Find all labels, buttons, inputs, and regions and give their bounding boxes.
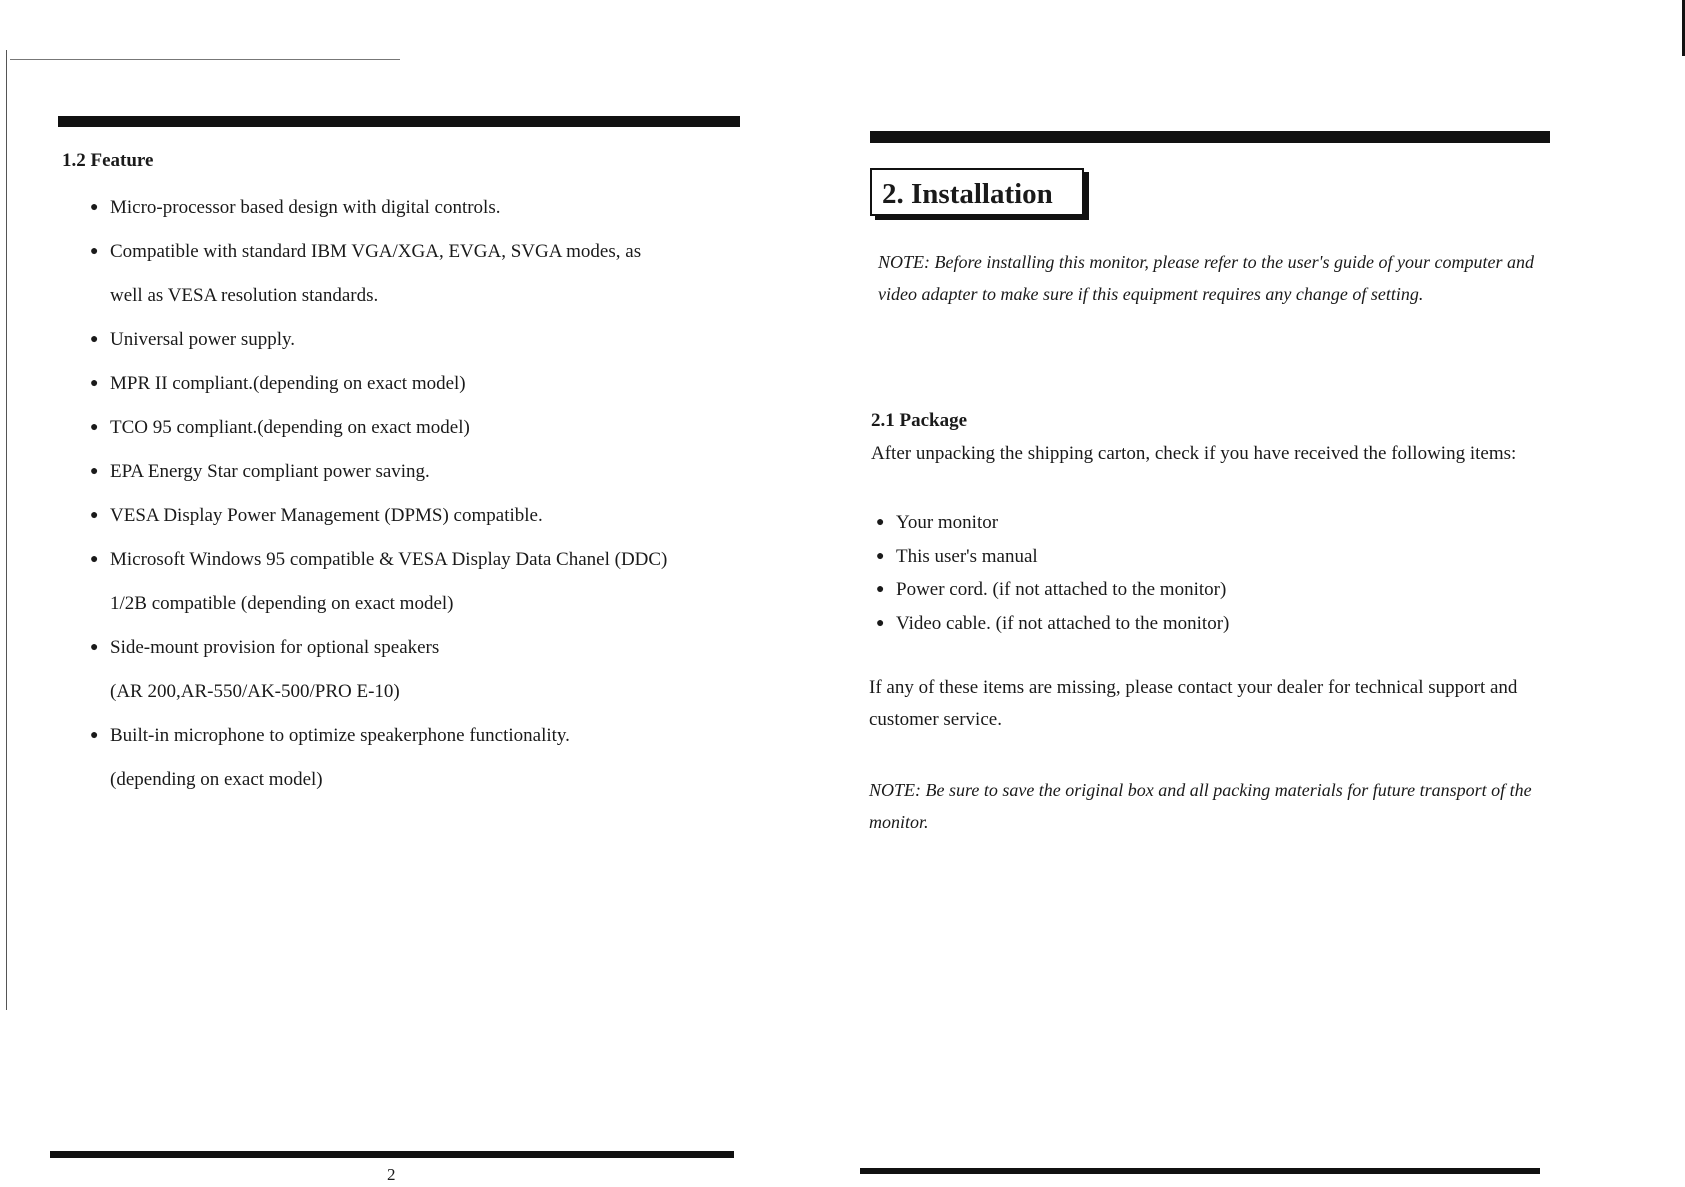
- item-text: This user's manual: [896, 545, 1038, 567]
- bullet-icon: ●: [90, 332, 99, 347]
- missing-items-text: If any of these items are missing, please contact your dealer for technical support and customer service.: [869, 677, 1518, 730]
- bullet-icon: ●: [876, 548, 885, 564]
- bullet-icon: ●: [90, 244, 99, 259]
- feature-text: Built-in microphone to optimize speakerphone functionality.: [110, 725, 570, 746]
- feature-text: VESA Display Power Management (DPMS) compatible.: [110, 505, 543, 526]
- feature-continuation: (depending on exact model): [110, 769, 323, 790]
- feature-text: TCO 95 compliant.(depending on exact model): [110, 417, 470, 438]
- feature-continuation: (AR 200,AR-550/AK-500/PRO E-10): [110, 681, 400, 702]
- feature-text: Microsoft Windows 95 compatible & VESA Display Data Chanel (DDC): [110, 549, 668, 570]
- list-item: [872, 607, 1229, 641]
- list-item: [872, 573, 1229, 607]
- item-text: Your monitor: [896, 512, 999, 533]
- bullet-icon: ●: [90, 376, 99, 391]
- section-heading: 1.2 Feature: [62, 150, 154, 171]
- bullet-icon: ●: [90, 464, 99, 479]
- feature-text: MPR II compliant.(depending on exact model): [110, 373, 466, 394]
- page-number: 2: [387, 1165, 396, 1184]
- feature-text: EPA Energy Star compliant power saving.: [110, 461, 430, 482]
- bullet-icon: ●: [876, 582, 885, 597]
- feature-text: Side-mount provision for optional speakers: [110, 637, 440, 658]
- list-item: [872, 540, 1229, 574]
- bullet-icon: ●: [90, 552, 99, 567]
- feature-text: Micro-processor based design with digital controls.: [110, 197, 501, 218]
- feature-continuation: well as VESA resolution standards.: [110, 285, 379, 306]
- item-text: Video cable. (if not attached to the monitor): [896, 612, 1230, 634]
- bullet-icon: ●: [876, 615, 885, 631]
- bullet-icon: ●: [876, 515, 885, 530]
- bullet-icon: ●: [90, 640, 99, 655]
- bullet-icon: ●: [90, 508, 99, 523]
- right-page: [842, 0, 1685, 1187]
- bullet-icon: ●: [90, 728, 99, 743]
- feature-text: Compatible with standard IBM VGA/XGA, EVGA, SVGA modes, as: [110, 241, 642, 262]
- list-item: [70, 714, 770, 802]
- package-items-list: [872, 506, 1229, 640]
- installation-note: NOTE: Before installing this monitor, please refer to the user's guide of your computer and video adapter to make sure if this equipment requires any change of setting.: [878, 252, 1534, 304]
- list-item: [70, 626, 770, 714]
- list-item: [70, 450, 770, 494]
- feature-list: [70, 186, 770, 802]
- feature-text: Universal power supply.: [110, 329, 296, 350]
- package-intro: After unpacking the shipping carton, check if you have received the following items:: [871, 443, 1517, 464]
- list-item: [70, 538, 770, 626]
- header-rule: [870, 131, 1550, 143]
- list-item: [70, 230, 770, 318]
- left-page: [0, 0, 842, 1187]
- header-rule: [58, 116, 740, 127]
- feature-continuation: 1/2B compatible (depending on exact model): [110, 593, 454, 614]
- packing-note: NOTE: Be sure to save the original box and all packing materials for future transport of the monitor.: [869, 780, 1532, 832]
- package-heading: 2.1 Package: [871, 410, 968, 431]
- chapter-title: 2. Installation: [870, 168, 1084, 216]
- list-item: [70, 318, 770, 362]
- list-item: [70, 494, 770, 538]
- list-item: [70, 406, 770, 450]
- list-item: [70, 186, 770, 230]
- footer-rule: [860, 1168, 1540, 1174]
- list-item: [872, 506, 1229, 540]
- list-item: [70, 362, 770, 406]
- bullet-icon: ●: [90, 420, 99, 435]
- bullet-icon: ●: [90, 200, 99, 215]
- item-text: Power cord. (if not attached to the monitor): [896, 579, 1227, 600]
- footer-rule: [50, 1151, 734, 1158]
